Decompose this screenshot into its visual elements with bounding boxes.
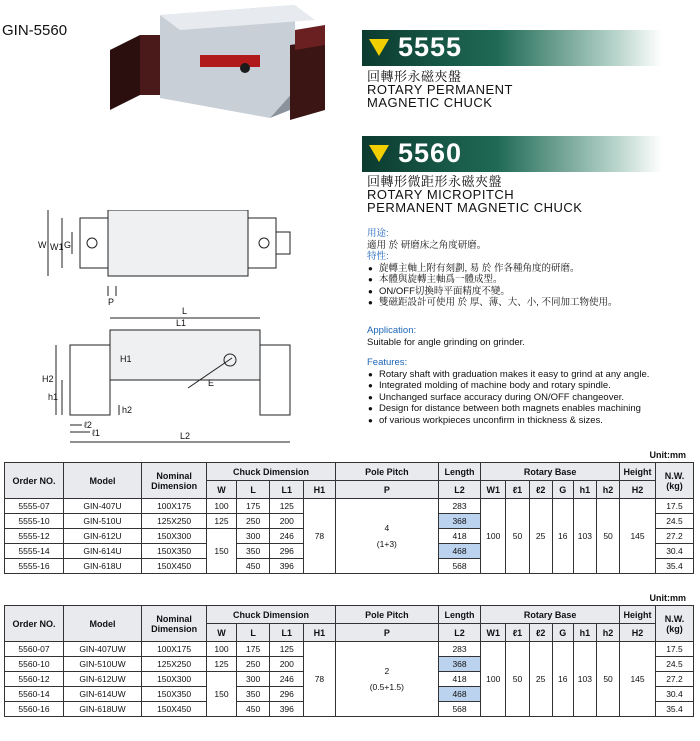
table-cell: 24.5 <box>655 657 693 672</box>
table-cell: 30.4 <box>655 544 693 559</box>
dim-W1: W1 <box>50 242 64 252</box>
col-header: Model <box>63 463 141 499</box>
col-header: L <box>236 624 270 642</box>
dim-h1: h1 <box>48 392 59 402</box>
col-header: W <box>207 624 236 642</box>
application-section <box>367 325 697 348</box>
table-cell: 5560-14 <box>5 687 64 702</box>
table-cell: GIN-407U <box>63 499 141 514</box>
col-header: W1 <box>481 624 506 642</box>
col-header: Pole Pitch <box>335 606 438 624</box>
col-header: h1 <box>573 624 596 642</box>
table-cell: 150X300 <box>141 672 206 687</box>
table-cell: 16 <box>552 642 573 717</box>
table-cell: 250 <box>236 514 270 529</box>
model-number: 5560 <box>398 138 463 168</box>
table-cell: 283 <box>438 499 480 514</box>
table-cell: 50 <box>506 499 529 574</box>
table-cell: 5555-14 <box>5 544 64 559</box>
technical-drawing <box>20 210 320 460</box>
table-cell: 100 <box>481 499 506 574</box>
dim-H1: H1 <box>120 354 132 364</box>
col-header: L1 <box>270 624 304 642</box>
table-cell: 50 <box>596 642 619 717</box>
list-item: ● Design for distance between both magnets enables machining <box>379 403 697 415</box>
model-title-zh: 回轉形永磁夾盤 <box>367 69 462 84</box>
col-header: H1 <box>304 624 336 642</box>
table-cell: 35.4 <box>655 559 693 574</box>
table-cell: 5555-16 <box>5 559 64 574</box>
chuck-photo <box>100 0 335 130</box>
col-header: W <box>207 481 236 499</box>
col-header: H1 <box>304 481 336 499</box>
table-cell: GIN-612U <box>63 529 141 544</box>
table-cell: 25 <box>529 642 552 717</box>
dim-l2: ℓ2 <box>84 420 92 430</box>
table-cell: 5560-12 <box>5 672 64 687</box>
table-cell: GIN-510U <box>63 514 141 529</box>
col-header: L2 <box>438 624 480 642</box>
table-cell: 150 <box>207 529 236 574</box>
table-cell: 24.5 <box>655 514 693 529</box>
dim-P: P <box>108 297 115 307</box>
pitch-value: 2 <box>384 666 390 676</box>
catalog-code: GIN-5560 <box>2 22 68 39</box>
dim-L: L <box>182 306 188 316</box>
table-cell: GIN-407UW <box>63 642 141 657</box>
table-cell: 103 <box>573 499 596 574</box>
col-header: Height <box>620 463 656 481</box>
table-cell: 125 <box>207 514 236 529</box>
table-cell: 150X450 <box>141 702 206 717</box>
col-header: ℓ1 <box>506 481 529 499</box>
pitch-sub: (0.5+1.5) <box>369 682 404 692</box>
dim-W: W <box>38 240 47 250</box>
col-header: Chuck Dimension <box>207 463 335 481</box>
dim-h2: h2 <box>122 405 133 415</box>
list-item: ● 雙磁距設計可使用 於 厚、薄、大、小, 不同加工物使用。 <box>379 297 687 309</box>
model-number: 5555 <box>398 32 463 62</box>
col-header: Nominal Dimension <box>141 463 206 499</box>
usage-zh-text: 適用 於 研磨床之角度研磨。 <box>367 239 487 251</box>
table-cell: 100 <box>207 499 236 514</box>
table-cell: 78 <box>304 499 336 574</box>
col-header: Height <box>620 606 656 624</box>
table-cell: 35.4 <box>655 702 693 717</box>
usage-zh-heading: 用途: <box>367 228 389 239</box>
table-cell: 50 <box>596 499 619 574</box>
table-cell: 103 <box>573 642 596 717</box>
model-title-en: ROTARY MICROPITCH <box>367 187 515 202</box>
list-item: ● Unchanged surface accuracy during ON/OFF changeover. <box>379 392 697 404</box>
col-header: Rotary Base <box>481 606 620 624</box>
col-header: L <box>236 481 270 499</box>
dim-L2: L2 <box>180 431 191 441</box>
unit-label: Unit:mm <box>649 450 686 460</box>
application-heading: Application: <box>367 325 417 336</box>
table-cell: 450 <box>236 702 270 717</box>
spec-table-5555 <box>4 462 694 574</box>
col-header: Length <box>438 606 480 624</box>
table-cell: 396 <box>270 559 304 574</box>
col-header: N.W. (kg) <box>655 463 693 499</box>
pitch-sub: (1+3) <box>376 539 397 549</box>
table-cell: 468 <box>438 544 480 559</box>
table-cell: 250 <box>236 657 270 672</box>
table-cell: 368 <box>438 514 480 529</box>
table-cell: GIN-618UW <box>63 702 141 717</box>
table-cell: 350 <box>236 687 270 702</box>
col-header: G <box>552 624 573 642</box>
col-header: W1 <box>481 481 506 499</box>
table-cell: 125 <box>270 499 304 514</box>
col-header: Rotary Base <box>481 463 620 481</box>
list-item: ● of various workpieces unconfirm in thickness & sizes. <box>379 415 697 427</box>
col-header: Chuck Dimension <box>207 606 335 624</box>
table-cell: 17.5 <box>655 642 693 657</box>
list-item: ● 旋轉主軸上附有刻劃, 易 於 作各種角度的研磨。 <box>379 263 687 275</box>
table-cell: 296 <box>270 687 304 702</box>
table-cell: 150X450 <box>141 559 206 574</box>
list-item: ● Integrated molding of machine body and rotary spindle. <box>379 380 697 392</box>
features-zh-heading: 特性: <box>367 251 389 262</box>
col-header: ℓ2 <box>529 481 552 499</box>
table-cell: 25 <box>529 499 552 574</box>
table-cell: GIN-618U <box>63 559 141 574</box>
table-cell: 5555-07 <box>5 499 64 514</box>
col-header: P <box>335 481 438 499</box>
application-text: Suitable for angle grinding on grinder. <box>367 336 525 348</box>
table-cell: 150X350 <box>141 544 206 559</box>
table-cell: 150X300 <box>141 529 206 544</box>
table-cell: 125 <box>270 642 304 657</box>
pole-pitch-cell <box>335 642 438 717</box>
table-cell: GIN-510UW <box>63 657 141 672</box>
table-cell: 78 <box>304 642 336 717</box>
table-cell: 5555-12 <box>5 529 64 544</box>
table-cell: 296 <box>270 544 304 559</box>
model-title-zh: 回轉形微距形永磁夾盤 <box>367 174 503 189</box>
col-header: Length <box>438 463 480 481</box>
col-header: L1 <box>270 481 304 499</box>
table-cell: 150 <box>207 672 236 717</box>
col-header: ℓ2 <box>529 624 552 642</box>
list-item: ● ON/OFF切換時平面精度不變。 <box>379 286 687 298</box>
spec-table-5560 <box>4 605 694 717</box>
table-cell: 283 <box>438 642 480 657</box>
table-cell: 5560-10 <box>5 657 64 672</box>
table-cell: 418 <box>438 529 480 544</box>
col-header: Nominal Dimension <box>141 606 206 642</box>
table-cell: 300 <box>236 529 270 544</box>
triangle-icon <box>369 39 389 56</box>
table-cell: 145 <box>620 499 656 574</box>
col-header: h2 <box>596 481 619 499</box>
model-banner-5560 <box>362 136 662 172</box>
table-cell: 396 <box>270 702 304 717</box>
dim-E: E <box>208 378 215 388</box>
table-cell: 100X175 <box>141 642 206 657</box>
table-cell: 200 <box>270 514 304 529</box>
table-cell: 150X350 <box>141 687 206 702</box>
table-cell: 17.5 <box>655 499 693 514</box>
col-header: Order NO. <box>5 463 64 499</box>
col-header: h1 <box>573 481 596 499</box>
model-title-en: ROTARY PERMANENT <box>367 82 513 97</box>
table-cell: 468 <box>438 687 480 702</box>
triangle-icon <box>369 145 389 162</box>
table-cell: 175 <box>236 642 270 657</box>
table-cell: 418 <box>438 672 480 687</box>
table-cell: 30.4 <box>655 687 693 702</box>
table-cell: 568 <box>438 702 480 717</box>
col-header: Pole Pitch <box>335 463 438 481</box>
col-header: N.W. (kg) <box>655 606 693 642</box>
table-cell: 246 <box>270 529 304 544</box>
table-cell: 450 <box>236 559 270 574</box>
table-cell: 5555-10 <box>5 514 64 529</box>
col-header: Model <box>63 606 141 642</box>
list-item: ● 本體與旋轉主軸爲一體成型。 <box>379 274 687 286</box>
table-cell: 145 <box>620 642 656 717</box>
table-cell: GIN-614U <box>63 544 141 559</box>
model-title-en: PERMANENT MAGNETIC CHUCK <box>367 200 583 215</box>
table-cell: 125 <box>207 657 236 672</box>
table-cell: 246 <box>270 672 304 687</box>
dim-l1: ℓ1 <box>92 428 100 438</box>
col-header: H2 <box>620 481 656 499</box>
table-cell: 125X250 <box>141 657 206 672</box>
col-header: ℓ1 <box>506 624 529 642</box>
col-header: P <box>335 624 438 642</box>
col-header: H2 <box>620 624 656 642</box>
col-header: L2 <box>438 481 480 499</box>
drawing-chuck-body <box>108 210 248 276</box>
table-row <box>5 642 694 657</box>
table-cell: 175 <box>236 499 270 514</box>
table-cell: 100 <box>207 642 236 657</box>
table-cell: 200 <box>270 657 304 672</box>
table-cell: 16 <box>552 499 573 574</box>
col-header: Order NO. <box>5 606 64 642</box>
table-cell: 368 <box>438 657 480 672</box>
table-cell: GIN-614UW <box>63 687 141 702</box>
features-en-heading: Features: <box>367 357 408 368</box>
usage-zh-section <box>367 228 687 309</box>
table-cell: 568 <box>438 559 480 574</box>
drawing-base-right <box>248 218 276 268</box>
col-header: h2 <box>596 624 619 642</box>
table-cell: 27.2 <box>655 672 693 687</box>
dim-H2: H2 <box>42 374 54 384</box>
table-cell: GIN-612UW <box>63 672 141 687</box>
col-header: G <box>552 481 573 499</box>
table-cell: 350 <box>236 544 270 559</box>
dim-G: G <box>64 240 72 250</box>
model-title-en: MAGNETIC CHUCK <box>367 95 493 110</box>
unit-label: Unit:mm <box>649 593 686 603</box>
pole-pitch-cell <box>335 499 438 574</box>
table-row <box>5 499 694 514</box>
table-cell: 27.2 <box>655 529 693 544</box>
model-banner-5555 <box>362 30 662 66</box>
table-cell: 125X250 <box>141 514 206 529</box>
features-en-section <box>367 357 697 426</box>
table-cell: 100X175 <box>141 499 206 514</box>
dim-L1: L1 <box>176 318 187 328</box>
drawing-base-left <box>80 218 108 268</box>
table-cell: 5560-16 <box>5 702 64 717</box>
list-item: ● Rotary shaft with graduation makes it easy to grind at any angle. <box>379 369 697 381</box>
table-cell: 100 <box>481 642 506 717</box>
table-cell: 50 <box>506 642 529 717</box>
pitch-value: 4 <box>384 523 390 533</box>
table-cell: 5560-07 <box>5 642 64 657</box>
table-cell: 300 <box>236 672 270 687</box>
